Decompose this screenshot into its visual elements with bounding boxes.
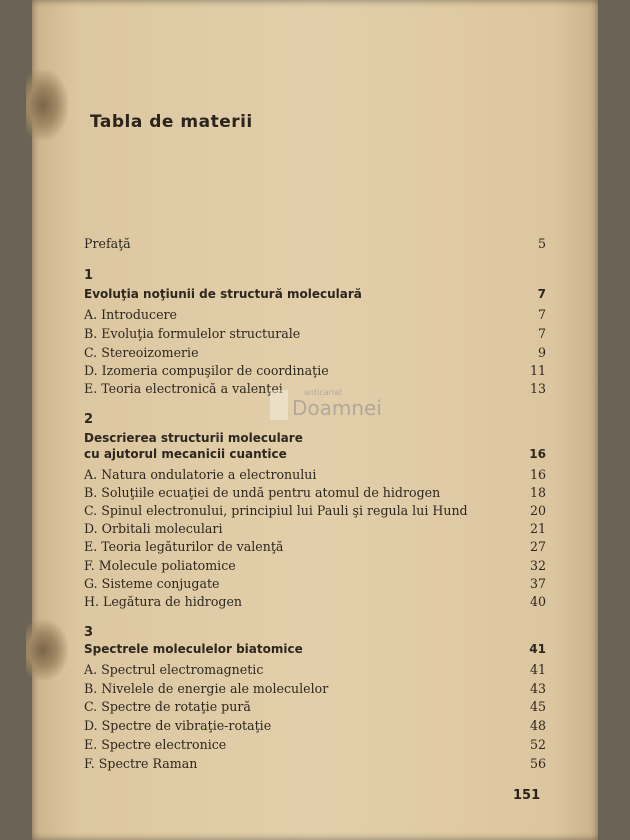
toc-entry xyxy=(84,307,546,322)
toc-entry xyxy=(84,326,546,341)
toc-entry xyxy=(84,756,546,771)
chapter-title xyxy=(84,447,546,461)
toc-entry xyxy=(84,699,546,714)
entry-label: Evoluţia noţiunii de structură moleculară xyxy=(84,287,362,301)
toc-entry xyxy=(84,363,546,378)
page-title: Tabla de materii xyxy=(90,112,253,132)
entry-label: Prefaţă xyxy=(84,236,131,251)
entry-page: 32 xyxy=(529,558,546,573)
entry-label: E. Spectre electronice xyxy=(84,737,227,752)
entry-label: E. Teoria electronică a valenţei xyxy=(84,381,283,396)
toc-entry xyxy=(84,345,546,360)
entry-page: 48 xyxy=(529,718,546,733)
entry-label: D. Orbitali moleculari xyxy=(84,521,223,536)
entry-label: C. Spectre de rotaţie pură xyxy=(84,699,251,714)
watermark-logo-icon xyxy=(270,390,288,420)
toc-entry xyxy=(84,576,546,591)
toc-entry xyxy=(84,503,546,518)
entry-page: 16 xyxy=(529,467,546,482)
toc-entry xyxy=(84,737,546,752)
toc-entry xyxy=(84,662,546,677)
toc-entry xyxy=(84,594,546,609)
entry-page: 45 xyxy=(529,699,546,714)
entry-label: H. Legătura de hidrogen xyxy=(84,594,243,609)
entry-label: F. Spectre Raman xyxy=(84,756,198,771)
watermark xyxy=(270,388,400,422)
entry-page: 13 xyxy=(529,381,546,396)
entry-page: 9 xyxy=(537,345,546,360)
chapter-title xyxy=(84,287,546,301)
chapter-number: 1 xyxy=(84,268,94,283)
entry-page: 5 xyxy=(537,236,546,251)
entry-page: 18 xyxy=(529,485,546,500)
watermark-text: anticariat xyxy=(304,388,343,397)
chapter-title xyxy=(84,642,546,656)
entry-label: D. Spectre de vibraţie-rotaţie xyxy=(84,718,272,733)
book-page xyxy=(32,0,598,840)
entry-page: 37 xyxy=(529,576,546,591)
entry-label: cu ajutorul mecanicii cuantice xyxy=(84,447,287,461)
watermark-text: Doamnei xyxy=(292,396,382,420)
entry-label: A. Introducere xyxy=(84,307,178,322)
entry-page: 56 xyxy=(529,756,546,771)
toc-entry xyxy=(84,467,546,482)
toc-entry xyxy=(84,558,546,573)
entry-page: 21 xyxy=(529,521,546,536)
entry-label: F. Molecule poliatomice xyxy=(84,558,236,573)
entry-page: 20 xyxy=(529,503,546,518)
toc-entry xyxy=(84,681,546,696)
entry-page: 16 xyxy=(529,447,546,461)
entry-label: A. Natura ondulatorie a electronului xyxy=(84,467,317,482)
entry-page: 43 xyxy=(529,681,546,696)
entry-page: 7 xyxy=(537,307,546,322)
page-number: 151 xyxy=(513,788,541,803)
chapter-title: Descrierea structurii moleculare xyxy=(84,431,303,445)
entry-label: D. Izomeria compuşilor de coordinaţie xyxy=(84,363,329,378)
entry-page: 41 xyxy=(529,642,546,656)
entry-label: C. Spinul electronului, principiul lui Pauli şi regula lui Hund xyxy=(84,503,468,518)
entry-label: C. Stereoizomerie xyxy=(84,345,199,360)
toc-entry xyxy=(84,718,546,733)
toc-entry xyxy=(84,521,546,536)
entry-label: Spectrele moleculelor biatomice xyxy=(84,642,303,656)
entry-page: 7 xyxy=(537,326,546,341)
entry-page: 40 xyxy=(529,594,546,609)
entry-label: A. Spectrul electromagnetic xyxy=(84,662,264,677)
toc-entry xyxy=(84,539,546,554)
entry-page: 7 xyxy=(537,287,546,301)
entry-page: 41 xyxy=(529,662,546,677)
toc-entry xyxy=(84,485,546,500)
toc-entry-preface xyxy=(84,236,546,251)
chapter-number: 2 xyxy=(84,412,94,427)
chapter-number: 3 xyxy=(84,625,94,640)
entry-label: B. Soluţiile ecuaţiei de undă pentru atomul de hidrogen xyxy=(84,485,441,500)
entry-label: B. Evoluţia formulelor structurale xyxy=(84,326,301,341)
entry-page: 27 xyxy=(529,539,546,554)
entry-label: G. Sisteme conjugate xyxy=(84,576,220,591)
entry-label: E. Teoria legăturilor de valenţă xyxy=(84,539,284,554)
entry-label: B. Nivelele de energie ale moleculelor xyxy=(84,681,329,696)
entry-page: 52 xyxy=(529,737,546,752)
entry-page: 11 xyxy=(529,363,546,378)
